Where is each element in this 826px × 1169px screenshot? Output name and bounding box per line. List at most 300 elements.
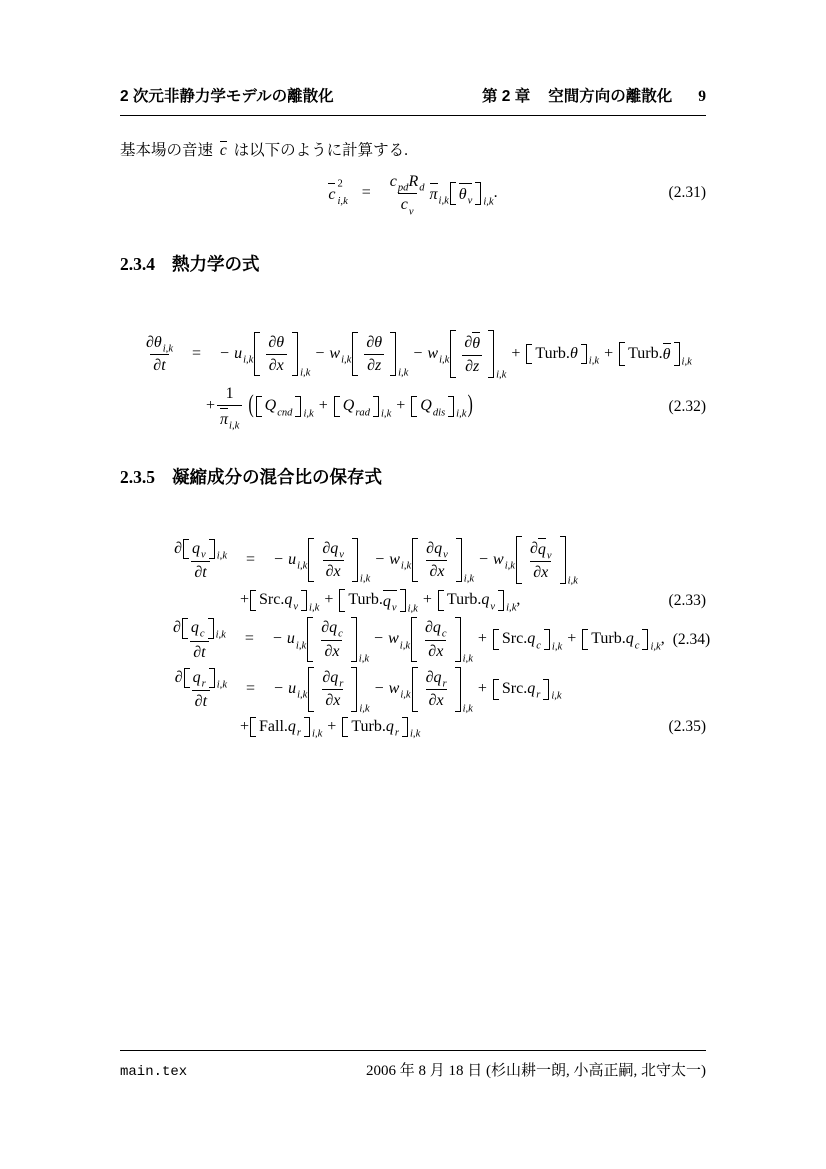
math-base	[329, 619, 337, 637]
math-var: c	[389, 173, 397, 190]
math-bracket-content	[524, 536, 558, 584]
left-bracket	[254, 332, 260, 377]
math-subscript-group	[253, 332, 310, 377]
math-script-char: k	[317, 728, 323, 740]
math-script-char: i	[551, 641, 555, 653]
math-bracket	[450, 330, 494, 378]
math-subscript-group	[434, 539, 448, 561]
math-var: ∂	[429, 562, 438, 580]
math-script	[635, 640, 640, 652]
left-bracket	[334, 396, 340, 416]
math-denominator	[191, 561, 209, 582]
math-base	[386, 718, 394, 736]
math-script-char: d	[403, 182, 409, 194]
math-bracket	[516, 536, 566, 584]
math-base	[234, 345, 242, 363]
right-bracket	[351, 617, 357, 662]
left-bracket	[250, 590, 256, 610]
running-head-right	[482, 84, 706, 106]
math-var: ∂	[324, 642, 333, 660]
math-subscript-group	[429, 183, 449, 207]
section-heading-2-3-4	[120, 251, 260, 276]
math-script-char: k	[234, 421, 240, 433]
math-script	[359, 653, 369, 665]
math-base	[220, 408, 228, 429]
math-var: z	[375, 356, 382, 374]
math-paren-group	[247, 392, 473, 420]
equals-sign: =	[246, 550, 256, 568]
math-script-char: k	[221, 630, 226, 642]
math-script-char: i	[398, 367, 402, 379]
math-script-char: i	[358, 653, 362, 665]
math-subscript-group	[287, 717, 302, 739]
math-fraction	[461, 331, 483, 377]
right-bracket	[208, 618, 214, 638]
math-script-char: i	[462, 703, 466, 715]
intro-text-after: は以下のように計算する.	[229, 142, 409, 159]
math-base	[410, 617, 462, 662]
math-base	[430, 183, 438, 204]
math-var: ∂	[174, 668, 183, 686]
math-script-char: i	[400, 560, 404, 572]
math-var: q	[625, 630, 634, 648]
math-var: q	[481, 591, 490, 609]
right-bracket	[301, 590, 307, 610]
math-base	[493, 551, 504, 569]
math-script	[456, 408, 466, 420]
math-numerator	[319, 539, 347, 560]
math-denominator	[426, 560, 447, 581]
math-var: ∂	[174, 539, 183, 557]
math-script-char: v	[201, 549, 206, 561]
math-fraction	[387, 172, 428, 218]
math-script-char: ,	[298, 640, 302, 652]
math-script-char: k	[468, 703, 473, 715]
math-script	[309, 602, 319, 614]
math-script-char: k	[309, 408, 314, 420]
math-var: ∂	[425, 619, 433, 637]
math-var: ∂	[366, 333, 375, 351]
math-numerator	[172, 667, 230, 690]
left-bracket	[339, 589, 345, 612]
math-numerator	[319, 668, 346, 689]
math-bracket-content	[627, 342, 671, 365]
math-script-char: ,	[362, 703, 365, 715]
math-subscript-group	[192, 668, 206, 690]
left-bracket	[308, 538, 314, 583]
math-bracket	[307, 617, 357, 662]
math-bracket-content	[258, 717, 302, 737]
math-script-char: i	[295, 640, 299, 652]
equation-lhs	[168, 538, 232, 583]
math-script-char: v	[293, 601, 299, 613]
math-subscript-group	[427, 344, 450, 366]
math-script-char: ,	[165, 343, 169, 355]
math-script-char: i	[463, 573, 467, 585]
left-paren: (	[248, 392, 254, 419]
math-base	[288, 680, 296, 698]
section-number: 2.3.5	[120, 467, 155, 487]
equation-row	[168, 617, 711, 665]
math-script-char: k	[302, 560, 308, 572]
math-script-char: i	[359, 573, 363, 585]
math-script-char: k	[501, 369, 507, 381]
math-denominator	[321, 640, 342, 661]
math-script	[395, 728, 399, 740]
right-paren: )	[467, 392, 473, 419]
math-var: w	[388, 680, 400, 698]
math-numerator	[527, 537, 555, 561]
math-script-char: i	[650, 641, 654, 653]
math-subscript-group	[449, 182, 494, 208]
math-bracket-content	[264, 396, 294, 419]
math-var: q	[433, 668, 442, 686]
math-subscript-group	[420, 397, 446, 419]
math-base	[390, 173, 397, 191]
math-bracket	[183, 539, 215, 559]
math-script-char: v	[339, 549, 344, 561]
math-script-char: ,	[507, 560, 511, 572]
left-bracket	[582, 629, 588, 649]
math-var: x	[437, 562, 445, 580]
math-bracket-content	[501, 679, 541, 702]
math-operator: +	[511, 344, 521, 362]
math-base	[328, 183, 335, 204]
math-script-char: ,	[591, 355, 595, 367]
math-script-char: i	[297, 690, 300, 702]
math-script	[341, 355, 351, 367]
math-fraction	[423, 668, 450, 711]
math-script-char: k	[444, 195, 449, 207]
math-subscript-group	[333, 396, 392, 420]
math-var: ∂	[268, 356, 277, 374]
math-base	[333, 396, 380, 419]
math-overbar	[472, 332, 480, 353]
math-script	[568, 575, 578, 587]
math-base	[330, 540, 338, 558]
math-script-char: d	[364, 407, 370, 419]
math-script	[589, 356, 599, 368]
math-var: q	[330, 668, 339, 686]
right-bracket	[543, 679, 549, 699]
math-script-char: i	[551, 691, 555, 703]
math-var: z	[473, 358, 480, 376]
math-overbar	[538, 538, 546, 559]
math-script-char: s	[441, 407, 446, 419]
equation-number: (2.35)	[668, 718, 706, 736]
math-script-char: i	[506, 602, 510, 614]
math-script-char: i	[438, 195, 442, 207]
math-var: ∂	[194, 693, 203, 711]
math-subscript-group	[183, 668, 227, 691]
math-script-char: k	[222, 550, 227, 562]
math-numerator	[363, 333, 385, 354]
math-denominator	[425, 640, 446, 661]
math-subscript-group	[329, 344, 352, 366]
math-var: x	[436, 692, 444, 710]
math-script	[337, 180, 342, 191]
math-subscript-group	[388, 630, 411, 652]
math-supsub-group	[328, 178, 348, 208]
math-operator: −	[220, 344, 230, 362]
math-script-char: p	[397, 182, 404, 194]
math-numerator	[423, 539, 451, 560]
math-script-char: i	[162, 343, 166, 355]
math-fraction	[171, 538, 230, 583]
math-script	[536, 640, 541, 652]
math-script-char: c	[199, 629, 205, 641]
right-bracket	[304, 717, 310, 737]
math-script-char: r	[394, 727, 399, 739]
math-operator: +	[477, 630, 487, 648]
math-base	[527, 630, 535, 648]
math-bracket-content	[446, 590, 496, 613]
math-script-char: i	[399, 640, 403, 652]
math-var: t	[202, 563, 207, 581]
math-text: Turb.	[446, 591, 482, 609]
math-script-char: ,	[306, 408, 310, 420]
math-script-char: ,	[486, 196, 489, 208]
math-var: q	[329, 619, 338, 637]
math-base	[307, 538, 359, 583]
math-subscript-group	[181, 618, 226, 642]
math-scripts	[337, 178, 348, 208]
left-bracket	[412, 538, 418, 583]
math-text: Turb.	[535, 344, 570, 362]
math-var: ∂	[428, 642, 437, 660]
math-base	[341, 717, 409, 737]
math-var: w	[427, 344, 439, 362]
math-subscript-group	[400, 196, 414, 218]
right-bracket	[642, 629, 648, 649]
math-bracket	[182, 618, 214, 641]
math-script-char: i	[438, 407, 442, 419]
math-script-char: ,	[231, 421, 235, 433]
equation-lhs	[120, 333, 178, 376]
math-script-char: ,	[344, 354, 347, 366]
equation-lhs	[328, 178, 348, 208]
math-script-char: k	[301, 640, 307, 652]
math-script	[496, 369, 506, 381]
equation-rhs	[215, 330, 692, 381]
math-base	[383, 593, 391, 611]
math-script-char: i	[380, 408, 384, 420]
math-denominator	[192, 690, 210, 711]
math-numerator	[387, 172, 428, 193]
math-script	[398, 183, 409, 195]
math-script-char: a	[359, 407, 365, 419]
math-fraction	[265, 333, 287, 376]
math-script	[682, 357, 692, 369]
left-bracket	[516, 536, 522, 584]
sound-speed-variable: c	[219, 142, 227, 159]
equation-rhs	[240, 717, 421, 740]
math-bracket	[334, 396, 379, 419]
right-bracket	[456, 538, 462, 583]
math-bracket	[352, 332, 396, 377]
math-script	[442, 679, 446, 691]
math-numerator	[422, 618, 450, 639]
math-script-char: i	[312, 728, 315, 740]
math-bracket	[184, 668, 215, 688]
math-base	[181, 618, 215, 641]
math-script	[339, 549, 344, 561]
math-script-char: ,	[340, 196, 344, 208]
math-script-char: n	[281, 407, 288, 419]
math-numerator	[318, 618, 346, 639]
math-bracket	[526, 344, 586, 364]
right-bracket	[209, 539, 215, 559]
math-script-char: ,	[219, 550, 223, 562]
math-paren-content	[255, 396, 467, 420]
equation-2-32	[120, 324, 706, 436]
math-denominator	[266, 354, 287, 375]
math-script	[400, 690, 410, 702]
math-subscript-group	[341, 717, 421, 740]
left-bracket	[619, 342, 625, 365]
math-script-char: ,	[311, 602, 315, 614]
math-var: c	[400, 196, 408, 214]
math-var: q	[434, 539, 443, 557]
math-script	[216, 630, 226, 642]
math-base	[183, 668, 216, 688]
math-bracket-content	[420, 538, 454, 583]
math-script-char: ,	[684, 357, 688, 369]
math-var: q	[190, 619, 199, 637]
math-overbar	[382, 590, 397, 614]
math-var: q	[287, 717, 296, 735]
math-script-char: i	[588, 355, 592, 367]
math-base	[492, 679, 550, 702]
math-operator: −	[315, 344, 325, 362]
math-bracket	[619, 342, 679, 365]
math-text: ,	[660, 630, 665, 648]
math-script	[552, 641, 562, 653]
math-base	[287, 630, 295, 648]
math-script	[297, 561, 307, 573]
right-bracket	[455, 667, 461, 712]
math-script-char: c	[634, 640, 640, 652]
math-subscript-group	[288, 680, 308, 702]
math-var: π	[429, 185, 438, 203]
math-script-char: v	[443, 549, 448, 561]
left-bracket	[256, 396, 262, 416]
math-var: ∂	[325, 692, 334, 710]
math-fraction	[318, 618, 346, 661]
math-var: θ	[662, 346, 671, 364]
equation-row	[168, 717, 706, 740]
math-var: ∂	[193, 643, 202, 661]
math-overbar	[328, 183, 335, 204]
math-text: Turb.	[628, 344, 663, 362]
math-script-char: c	[441, 629, 447, 641]
math-subscript-group	[249, 590, 320, 614]
right-bracket	[351, 667, 357, 712]
math-subscript-group	[411, 538, 474, 583]
math-script	[490, 601, 495, 613]
math-subscript-group	[581, 629, 661, 653]
math-subscript-group	[525, 344, 600, 367]
math-subscript-group	[492, 679, 562, 703]
math-script-char: c	[338, 629, 343, 641]
math-script-char: ,	[403, 690, 406, 702]
math-subscript-group	[389, 173, 409, 194]
math-var: x	[541, 564, 549, 582]
math-script-char: k	[511, 602, 517, 614]
math-subscript-group	[388, 680, 411, 702]
math-text: +	[240, 591, 250, 609]
math-base	[338, 589, 406, 612]
math-script	[202, 679, 206, 691]
right-bracket	[544, 629, 550, 649]
math-var: u	[234, 344, 243, 362]
math-subscript-group	[389, 550, 412, 572]
math-script-char: i	[456, 408, 460, 420]
math-subscript-group	[410, 396, 467, 420]
math-script-char: i	[337, 196, 341, 208]
math-script-char: r	[339, 678, 344, 690]
math-script-char: k	[248, 354, 254, 366]
math-text: +	[240, 717, 250, 735]
math-operator: −	[274, 550, 284, 568]
intro-text-before: 基本場の音速	[120, 142, 217, 159]
math-script-char: k	[305, 367, 311, 379]
math-script-char: k	[222, 679, 227, 691]
equation-row	[120, 330, 706, 381]
math-script-char: c	[536, 640, 541, 652]
math-operator: −	[413, 344, 423, 362]
math-base	[525, 344, 587, 364]
math-base	[434, 540, 442, 558]
math-bracket-content	[316, 538, 350, 583]
math-fraction	[172, 667, 230, 712]
math-text: 1	[225, 384, 234, 402]
math-script-char: d	[432, 407, 439, 419]
left-bracket	[411, 617, 417, 662]
math-subscript-group	[249, 717, 323, 740]
math-script	[297, 728, 301, 740]
math-var: u	[288, 680, 297, 698]
math-var: t	[201, 643, 206, 661]
math-subscript-group	[182, 539, 227, 562]
math-var: t	[161, 356, 166, 374]
math-script-char: ,	[509, 602, 512, 614]
math-subscript-group	[625, 630, 640, 652]
math-script-char: ,	[465, 653, 469, 665]
math-var: u	[286, 630, 295, 648]
math-script-char: d	[287, 407, 293, 419]
math-var: x	[333, 562, 341, 580]
math-bracket	[412, 538, 462, 583]
math-script-char: ,	[246, 354, 249, 366]
math-script-char: ,	[300, 560, 303, 572]
math-subscript-group	[618, 342, 692, 369]
math-base	[193, 669, 201, 687]
math-overbar	[220, 408, 228, 429]
math-var: q	[382, 592, 391, 610]
math-var: x	[333, 692, 341, 710]
math-subscript-group	[330, 668, 344, 690]
left-bracket	[493, 629, 499, 649]
math-var: Q	[342, 397, 355, 415]
right-bracket	[674, 342, 680, 365]
math-script-char: r	[201, 678, 206, 690]
math-script	[463, 653, 473, 665]
math-script-char: k	[413, 603, 418, 615]
math-var: ∂	[465, 358, 474, 376]
math-script-char: i	[681, 357, 685, 369]
math-var: q	[537, 541, 546, 558]
